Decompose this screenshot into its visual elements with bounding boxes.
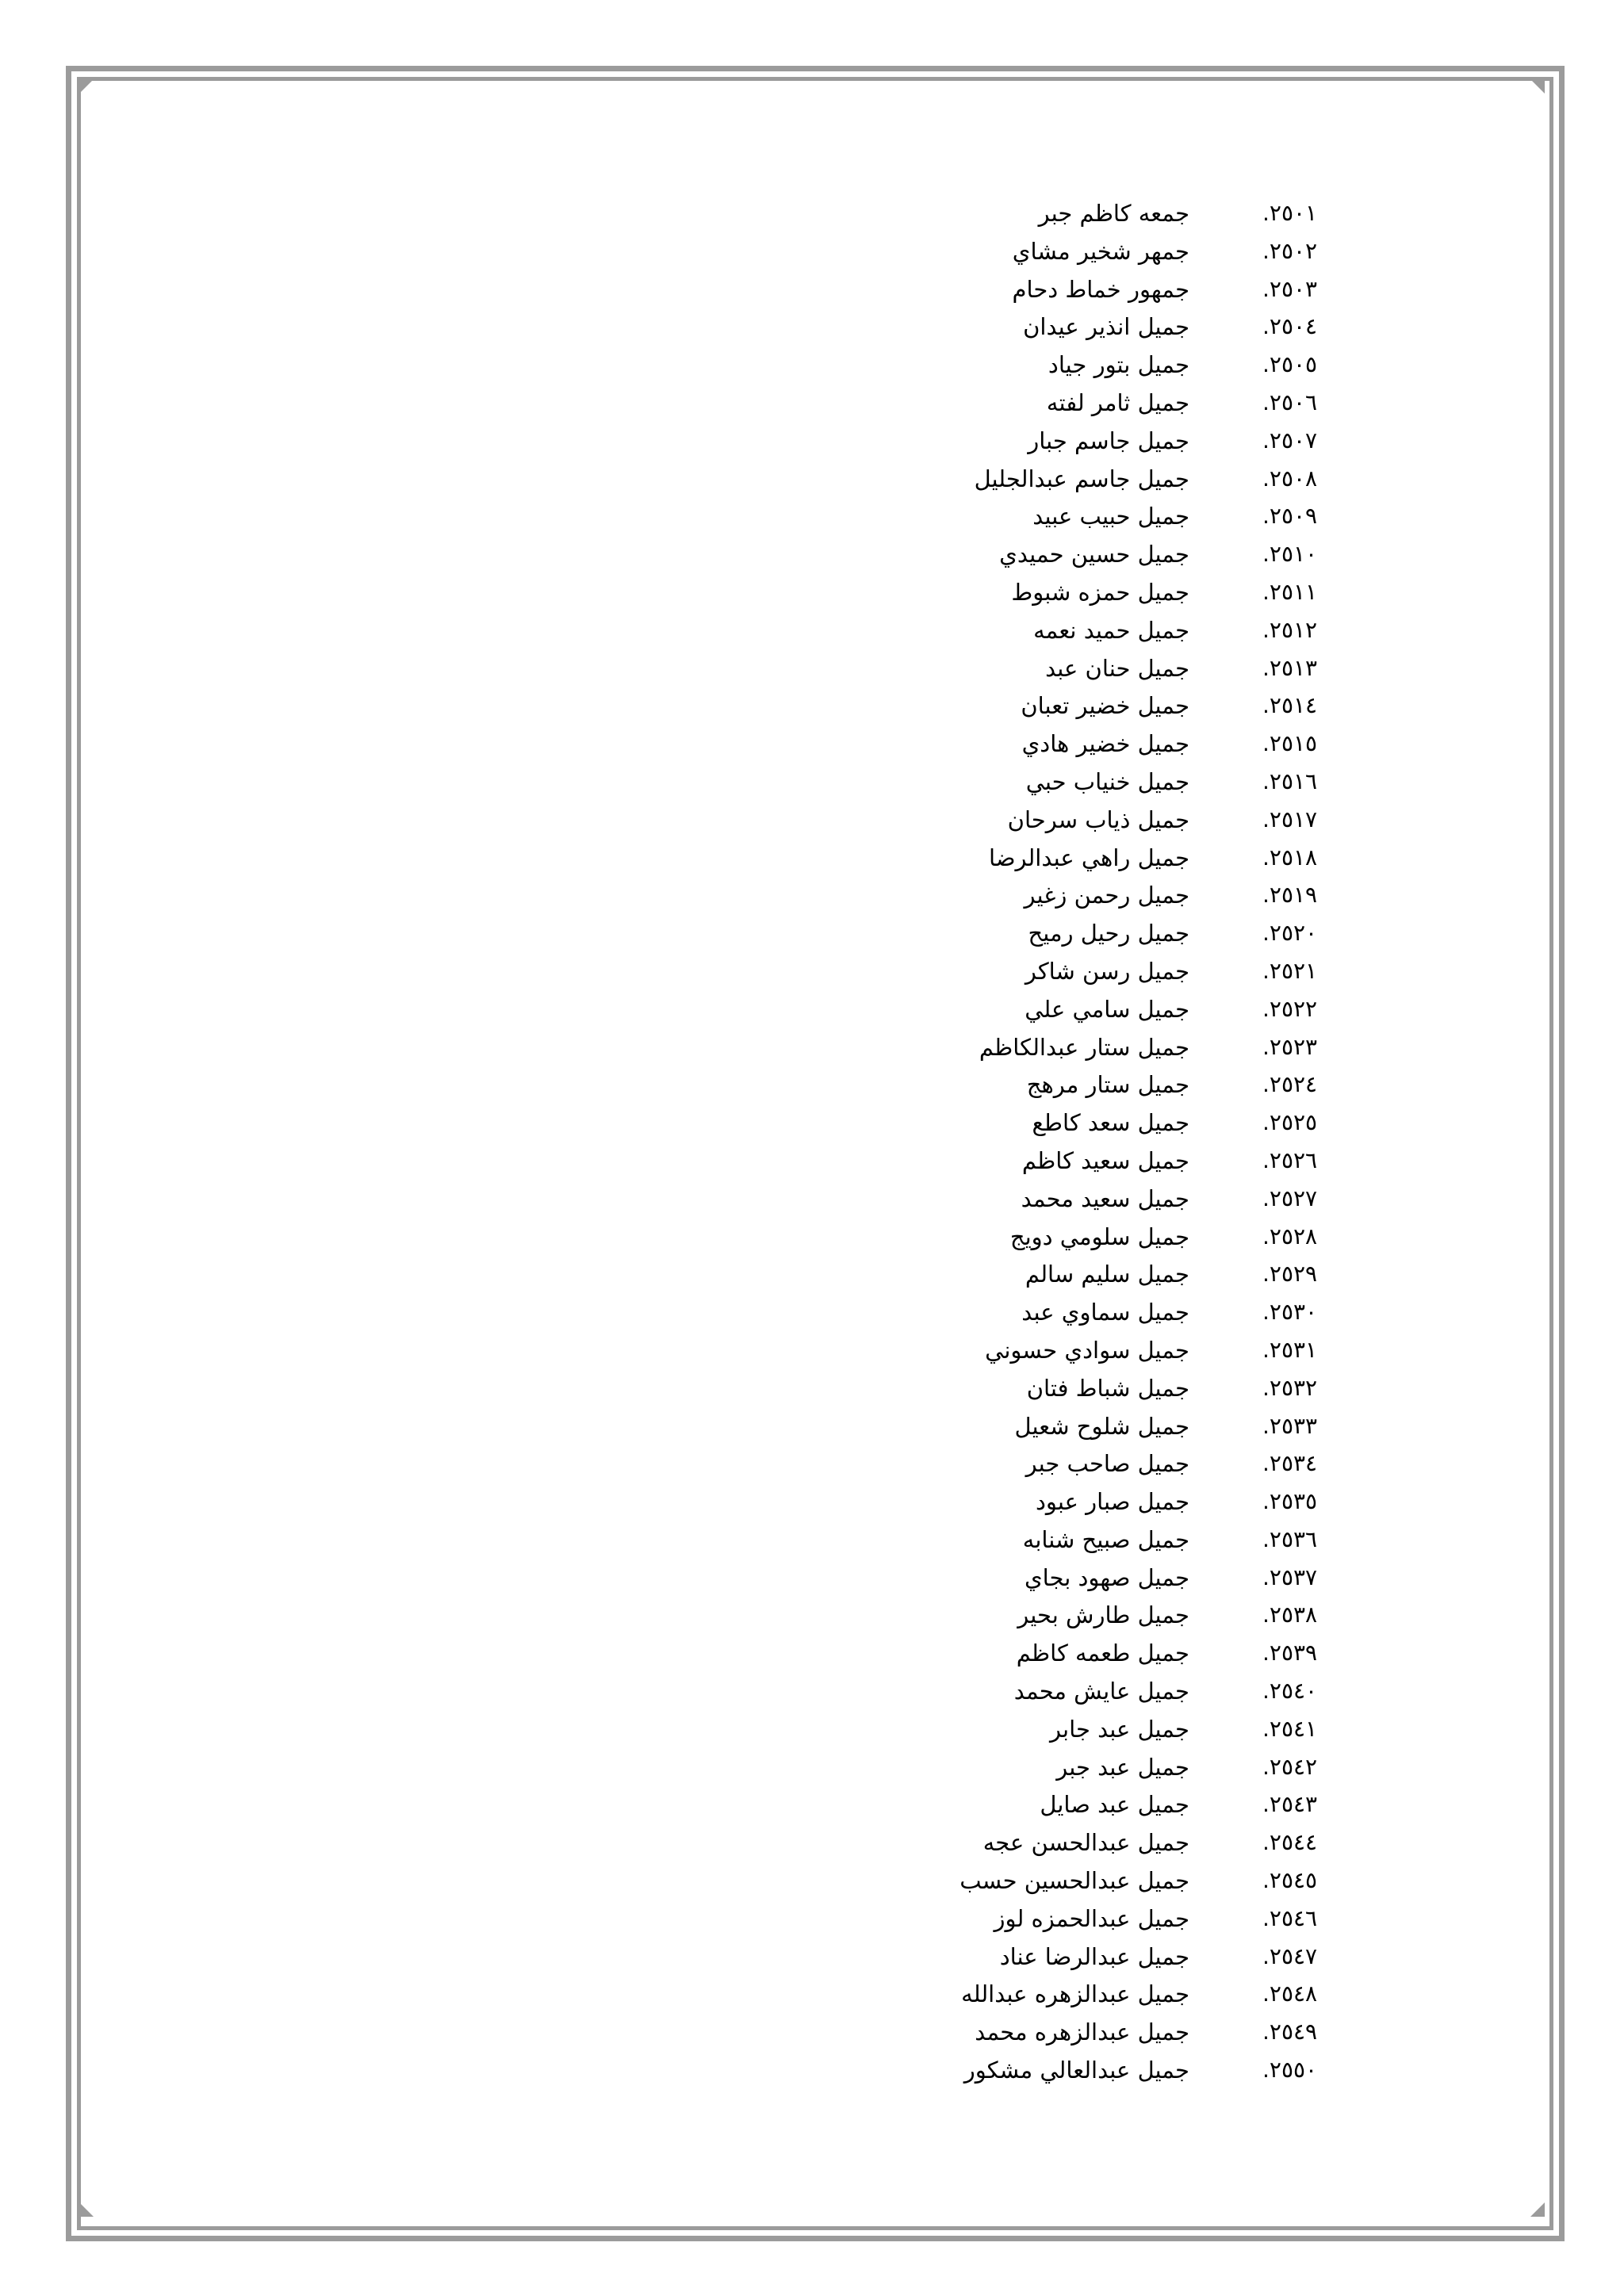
- entry-name: جميل عبدالحمزه لوز: [994, 1904, 1189, 1932]
- entry-name: جميل حسين حميدي: [999, 541, 1189, 568]
- list-item: [0, 1900, 1624, 1938]
- entry-name: جميل طارش بحير: [1017, 1601, 1189, 1629]
- list-item: [0, 1823, 1624, 1862]
- entry-number: .٢٥٣٩: [1262, 1640, 1318, 1667]
- entry-number: .٢٥٠٥: [1262, 351, 1318, 378]
- entry-name: جمهر شخير مشاي: [1012, 237, 1189, 265]
- entry-number: .٢٥٢٠: [1262, 920, 1318, 947]
- list-item: [0, 1748, 1624, 1786]
- entry-name: جميل ثامر لفته: [1046, 388, 1189, 416]
- entry-number: .٢٥١٦: [1262, 767, 1318, 794]
- entry-name: جميل انذير عيدان: [1023, 313, 1189, 341]
- list-item: [0, 1142, 1624, 1180]
- list-item: [0, 1369, 1624, 1407]
- entry-name: جميل سعيد كاظم: [1021, 1146, 1189, 1174]
- list-item: [0, 308, 1624, 346]
- entry-name: جميل طعمه كاظم: [1016, 1640, 1189, 1667]
- list-item: [0, 1293, 1624, 1331]
- entry-number: .٢٥٢٧: [1262, 1184, 1318, 1211]
- entry-number: .٢٥١٤: [1262, 692, 1318, 719]
- entry-name: جميل صهود بجاي: [1024, 1563, 1189, 1591]
- entry-name: جميل عبد صايل: [1040, 1791, 1189, 1819]
- entry-name: جميل حمزه شبوط: [1011, 578, 1189, 606]
- entry-number: .٢٥٤١: [1262, 1715, 1318, 1742]
- entry-number: .٢٥٤٢: [1262, 1753, 1318, 1780]
- entry-name: جميل رسن شاكر: [1025, 957, 1189, 985]
- entry-number: .٢٥٠٨: [1262, 465, 1318, 492]
- entry-name: جميل عبدالحسن عجه: [982, 1829, 1189, 1857]
- entry-name: جميل جاسم عبدالجليل: [974, 465, 1189, 492]
- list-item: [0, 1028, 1624, 1066]
- entry-name: جميل بتور جياد: [1048, 351, 1189, 379]
- entry-name: جميل ستار مرهج: [1026, 1071, 1189, 1099]
- entry-number: .٢٥٣٢: [1262, 1374, 1318, 1401]
- list-item: [0, 1559, 1624, 1597]
- entry-number: .٢٥٤٥: [1262, 1867, 1318, 1894]
- list-item: [0, 649, 1624, 687]
- entry-name: جميل سامي علي: [1025, 995, 1189, 1023]
- entry-number: .٢٥٤٠: [1262, 1678, 1318, 1705]
- entry-name: جميل خنياب حبي: [1025, 767, 1189, 795]
- entry-name: جميل حنان عبد: [1045, 654, 1189, 682]
- list-item: [0, 1634, 1624, 1672]
- list-item: [0, 1066, 1624, 1104]
- entry-number: .٢٥١٨: [1262, 844, 1318, 871]
- list-item: [0, 535, 1624, 573]
- entry-number: .٢٥١١: [1262, 578, 1318, 605]
- list-item: [0, 687, 1624, 725]
- list-item: [0, 763, 1624, 801]
- list-item: [0, 1521, 1624, 1559]
- list-item: [0, 1255, 1624, 1293]
- entry-name: جميل شلوح شعيل: [1014, 1412, 1189, 1440]
- list-item: [0, 801, 1624, 839]
- list-item: [0, 497, 1624, 535]
- entry-number: .٢٥٢٦: [1262, 1146, 1318, 1173]
- list-item: [0, 460, 1624, 498]
- entry-name: جميل ذياب سرحان: [1007, 806, 1189, 833]
- list-item: [0, 2013, 1624, 2051]
- list-item: [0, 1975, 1624, 2013]
- entry-name: جميل عبدالرضا عناد: [999, 1942, 1189, 1970]
- entry-number: .٢٥٢٣: [1262, 1033, 1318, 1060]
- names-list: [0, 194, 1624, 2089]
- list-item: [0, 990, 1624, 1028]
- entry-name: جميل سعد كاطع: [1032, 1109, 1189, 1137]
- entry-number: .٢٥١٣: [1262, 654, 1318, 681]
- entry-number: .٢٥٠٢: [1262, 237, 1318, 264]
- entry-name: جميل حبيب عبيد: [1032, 503, 1189, 530]
- list-item: [0, 876, 1624, 914]
- entry-number: .٢٥٠٩: [1262, 503, 1318, 530]
- entry-name: جميل حميد نعمه: [1033, 616, 1189, 644]
- entry-number: .٢٥٤٨: [1262, 1980, 1318, 2007]
- entry-number: .٢٥١٥: [1262, 730, 1318, 757]
- list-item: [0, 1710, 1624, 1748]
- entry-number: .٢٥١٩: [1262, 882, 1318, 909]
- entry-name: جميل سليم سالم: [1025, 1261, 1189, 1288]
- entry-number: .٢٥١٢: [1262, 616, 1318, 643]
- list-item: [0, 914, 1624, 952]
- list-item: [0, 611, 1624, 649]
- list-item: [0, 725, 1624, 763]
- corner-ornament-top-left: [79, 79, 94, 94]
- entry-number: .٢٥٣٦: [1262, 1525, 1318, 1552]
- list-item: [0, 346, 1624, 384]
- entry-name: جميل عبدالزهره محمد: [975, 2019, 1189, 2046]
- entry-number: .٢٥٣٥: [1262, 1488, 1318, 1515]
- entry-number: .٢٥٣٣: [1262, 1412, 1318, 1439]
- entry-number: .٢٥٤٤: [1262, 1829, 1318, 1856]
- corner-ornament-bottom-left: [79, 2202, 94, 2217]
- entry-number: .٢٥٢٥: [1262, 1109, 1318, 1136]
- entry-number: .٢٥٤٩: [1262, 2019, 1318, 2045]
- entry-number: .٢٥٠٤: [1262, 313, 1318, 340]
- list-item: [0, 384, 1624, 422]
- list-item: [0, 1862, 1624, 1900]
- entry-name: جمعه كاظم جبر: [1038, 200, 1189, 227]
- entry-name: جميل سعيد محمد: [1021, 1184, 1189, 1212]
- list-item: [0, 1331, 1624, 1369]
- list-item: [0, 1104, 1624, 1142]
- entry-number: .٢٥١٧: [1262, 806, 1318, 832]
- entry-name: جميل سلومي دويج: [1009, 1223, 1189, 1250]
- list-item: [0, 1483, 1624, 1521]
- entry-number: .٢٥٥٠: [1262, 2057, 1318, 2084]
- entry-number: .٢٥٢١: [1262, 957, 1318, 984]
- list-item: [0, 232, 1624, 270]
- entry-number: .٢٥٢٩: [1262, 1261, 1318, 1288]
- entry-name: جميل شباط فتان: [1026, 1374, 1189, 1402]
- entry-name: جميل صبيح شنابه: [1022, 1525, 1189, 1553]
- entry-name: جميل صاحب جبر: [1025, 1450, 1189, 1478]
- entry-number: .٢٥٠١: [1262, 200, 1318, 226]
- entry-number: .٢٥٢٤: [1262, 1071, 1318, 1098]
- entry-number: .٢٥٣٠: [1262, 1299, 1318, 1326]
- list-item: [0, 952, 1624, 990]
- entry-name: جميل رحمن زغير: [1024, 882, 1189, 909]
- list-item: [0, 1218, 1624, 1256]
- entry-number: .٢٥١٠: [1262, 541, 1318, 568]
- entry-name: جميل جاسم جبار: [1028, 427, 1189, 454]
- list-item: [0, 839, 1624, 877]
- entry-name: جميل عبد جبر: [1056, 1753, 1189, 1781]
- entry-name: جميل عبد جابر: [1050, 1715, 1189, 1743]
- entry-name: جميل راهي عبدالرضا: [989, 844, 1189, 871]
- entry-name: جميل سماوي عبد: [1021, 1299, 1189, 1326]
- entry-name: جميل صبار عبود: [1035, 1488, 1189, 1516]
- entry-number: .٢٥٣٤: [1262, 1450, 1318, 1477]
- list-item: [0, 2051, 1624, 2089]
- entry-number: .٢٥٠٣: [1262, 275, 1318, 302]
- list-item: [0, 270, 1624, 308]
- entry-number: .٢٥٠٦: [1262, 388, 1318, 415]
- list-item: [0, 1407, 1624, 1445]
- entry-name: جمهور خماط دحام: [1012, 275, 1189, 303]
- list-item: [0, 1180, 1624, 1218]
- list-item: [0, 1672, 1624, 1710]
- corner-ornament-top-right: [1530, 79, 1545, 94]
- entry-name: جميل عبدالعالي مشكور: [963, 2057, 1189, 2084]
- entry-number: .٢٥٢٨: [1262, 1223, 1318, 1249]
- entry-name: جميل خضير هادي: [1021, 730, 1189, 758]
- entry-name: جميل خضير تعبان: [1021, 692, 1189, 720]
- entry-number: .٢٥٣١: [1262, 1336, 1318, 1363]
- entry-name: جميل عايش محمد: [1013, 1678, 1189, 1705]
- corner-ornament-bottom-right: [1530, 2202, 1545, 2217]
- list-item: [0, 1596, 1624, 1634]
- entry-number: .٢٥٤٦: [1262, 1904, 1318, 1931]
- entry-number: .٢٥٤٣: [1262, 1791, 1318, 1818]
- list-item: [0, 1785, 1624, 1823]
- entry-number: .٢٥٣٧: [1262, 1563, 1318, 1590]
- entry-name: جميل سوادي حسوني: [985, 1336, 1189, 1364]
- list-item: [0, 194, 1624, 232]
- entry-name: جميل عبدالحسين حسب: [959, 1867, 1189, 1895]
- list-item: [0, 1445, 1624, 1483]
- entry-number: .٢٥٢٢: [1262, 995, 1318, 1022]
- entry-number: .٢٥٤٧: [1262, 1942, 1318, 1969]
- list-item: [0, 422, 1624, 460]
- entry-number: .٢٥٠٧: [1262, 427, 1318, 453]
- list-item: [0, 1938, 1624, 1976]
- entry-name: جميل ستار عبدالكاظم: [979, 1033, 1189, 1061]
- entry-name: جميل عبدالزهره عبدالله: [961, 1980, 1189, 2008]
- entry-name: جميل رحيل رميح: [1028, 920, 1189, 947]
- list-item: [0, 573, 1624, 611]
- entry-number: .٢٥٣٨: [1262, 1601, 1318, 1628]
